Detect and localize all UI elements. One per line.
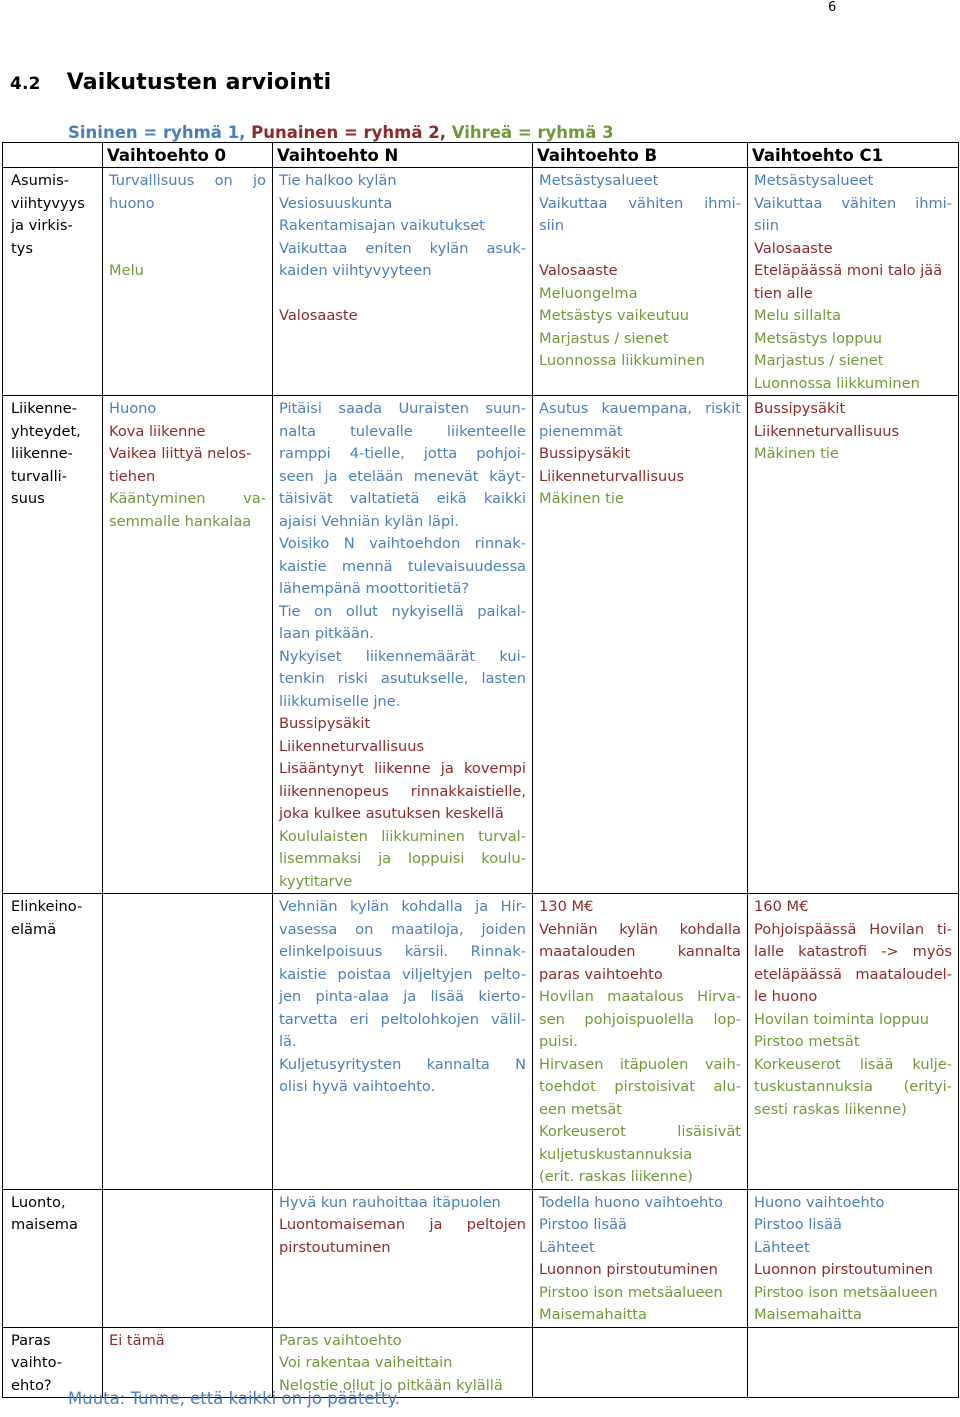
row-header-line: Elinkeino-: [11, 898, 83, 915]
cell-text-line: kuljetuskustannuksia: [539, 1145, 693, 1163]
section-number: 4.2: [10, 74, 41, 94]
cell-text-line: Pirstoo ison metsäalueen: [754, 1283, 938, 1301]
cell-text-line: Korkeuserot lisäisivät: [539, 1123, 741, 1140]
cell-text-line: Asutus kauempana, riskit: [539, 400, 741, 417]
cell-text-line: Luonnon pirstoutuminen: [754, 1261, 933, 1278]
cell-text-line: sen pohjoispuolella lop-: [539, 1010, 741, 1028]
cell-text-line: pirstoutuminen: [279, 1238, 391, 1256]
cell-text-line: le huono: [754, 988, 818, 1005]
row-header-line: ehto?: [11, 1376, 52, 1394]
section-heading: [10, 70, 331, 95]
row-header-line: liikenne-: [11, 445, 73, 462]
cell-liikenneyhteydet-vaihtoehto-0: [103, 396, 273, 894]
cell-text-line: Vehniän kylän kohdalla ja Hir-: [279, 898, 526, 915]
cell-text-line: Lisääntynyt liikenne ja kovempi: [279, 760, 526, 777]
cell-text-line: Pirstoo lisää: [754, 1216, 842, 1233]
cell-text-line: Lähteet: [539, 1238, 595, 1256]
cell-text-line: Bussipysäkit: [279, 715, 371, 732]
row-header-line: vaihto-: [11, 1354, 63, 1371]
cell-text-line: Maisemahaitta: [539, 1306, 647, 1323]
cell-text-line: vasessa on maatiloja, joiden: [279, 920, 526, 938]
cell-text-line: elinkelpoisuus kärsii. Rinnak-: [279, 943, 526, 960]
cell-text-line: Vaikuttaa eniten kylän asuk-: [279, 239, 526, 257]
cell-paras-vaihtoehto-vaihtoehto-n: [273, 1327, 533, 1398]
cell-text-line: Melu sillalta: [754, 307, 841, 324]
cell-text-line: Lähteet: [754, 1238, 810, 1256]
cell-text-line: Todella huono vaihtoehto: [539, 1193, 723, 1211]
cell-text-line: Pirstoo ison metsäalueen: [539, 1283, 723, 1301]
cell-text-line: lä.: [279, 1033, 297, 1050]
cell-text-line: Kääntyminen va-: [109, 490, 266, 507]
legend-group-2: Punainen = ryhmä 2,: [251, 123, 452, 142]
cell-text-line: tiehen: [109, 467, 156, 485]
cell-text-line: Paras vaihtoehto: [279, 1331, 402, 1349]
cell-text-line: Tie on ollut nykyisellä paikal-: [279, 602, 526, 620]
cell-text-line: [539, 238, 741, 261]
row-header-line: suus: [11, 490, 45, 507]
cell-text-line: Kuljetusyritysten kannalta N: [279, 1055, 526, 1073]
cell-text-line: Marjastus / sienet: [754, 352, 884, 369]
cell-text-line: Vehniän kylän kohdalla: [539, 920, 741, 938]
cell-luonto-maisema-vaihtoehto-b: [533, 1189, 748, 1327]
assessment-table: [2, 142, 959, 1398]
cell-text-line: liikennenopeus rinnakkaistielle,: [279, 782, 526, 800]
cell-text-line: Marjastus / sienet: [539, 329, 669, 347]
footnote-note: Muuta: Tunne, että kaikki on jo päätetty.: [68, 1389, 401, 1408]
cell-text-line: lähempänä moottoritietä?: [279, 580, 470, 597]
section-title: Vaikutusten arviointi: [66, 70, 332, 95]
row-header-line: Asumis-: [11, 172, 69, 189]
cell-text-line: laan pitkään.: [279, 625, 374, 642]
row-header-line: Liikenne-: [11, 400, 77, 417]
cell-text-line: (erit. raskas liikenne): [539, 1168, 693, 1185]
cell-text-line: Huono vaihtoehto: [754, 1193, 885, 1211]
table-row-asumisviihtyvyys: [3, 168, 959, 396]
cell-text-line: Vaikuttaa vähiten ihmi-: [754, 194, 952, 212]
row-header-paras-vaihtoehto: [3, 1327, 103, 1398]
row-header-elinkeinoelama: [3, 894, 103, 1190]
row-header-liikenneyhteydet: [3, 396, 103, 894]
cell-text-line: Melu: [109, 262, 144, 279]
row-header-line: Luonto,: [11, 1193, 66, 1211]
group-legend: [68, 123, 614, 142]
cell-text-line: Liikenneturvallisuus: [279, 737, 425, 755]
cell-text-line: Luonnon pirstoutuminen: [539, 1261, 718, 1278]
cell-text-line: kyytitarve: [279, 872, 353, 890]
cell-text-line: tarvetta eri peltolohkojen välil-: [279, 1010, 526, 1028]
cell-paras-vaihtoehto-vaihtoehto-0: [103, 1327, 273, 1398]
cell-liikenneyhteydet-vaihtoehto-b: [533, 396, 748, 894]
cell-text-line: Vaikuttaa vähiten ihmi-: [539, 194, 741, 212]
cell-asumisviihtyvyys-vaihtoehto-0: [103, 168, 273, 396]
cell-text-line: Liikenneturvallisuus: [539, 467, 685, 485]
cell-text-line: maatalouden kannalta: [539, 943, 741, 960]
cell-text-line: Vesiosuuskunta: [279, 194, 393, 212]
cell-elinkeinoelama-vaihtoehto-0: [103, 894, 273, 1190]
row-header-line: elämä: [11, 920, 57, 938]
cell-text-line: nalta tulevalle liikenteelle: [279, 422, 526, 440]
cell-text-line: een metsät: [539, 1100, 623, 1118]
cell-text-line: Kova liikenne: [109, 422, 206, 440]
column-header-vaihtoehto-b: Vaihtoehto B: [533, 143, 748, 168]
cell-text-line: huono: [109, 194, 155, 212]
cell-luonto-maisema-vaihtoehto-c1: [748, 1189, 959, 1327]
cell-text-line: Meluongelma: [539, 284, 638, 302]
cell-asumisviihtyvyys-vaihtoehto-n: [273, 168, 533, 396]
cell-text-line: Huono: [109, 400, 157, 417]
legend-group-1: Sininen = ryhmä 1,: [68, 123, 252, 142]
cell-text-line: kaistie mennä tulevaisuudessa: [279, 557, 526, 575]
column-header-vaihtoehto-0: Vaihtoehto 0: [103, 143, 273, 168]
table-row-paras-vaihtoehto: [3, 1327, 959, 1398]
table-body: [3, 168, 959, 1398]
cell-text-line: Liikenneturvallisuus: [754, 422, 900, 440]
row-header-line: maisema: [11, 1216, 78, 1233]
cell-asumisviihtyvyys-vaihtoehto-b: [533, 168, 748, 396]
cell-text-line: Hovilan toiminta loppuu: [754, 1010, 930, 1028]
column-header-vaihtoehto-n: Vaihtoehto N: [273, 143, 533, 168]
cell-text-line: Valosaaste: [539, 262, 618, 279]
cell-text-line: Tie halkoo kylän: [279, 172, 397, 189]
cell-text-line: Hyvä kun rauhoittaa itäpuolen: [279, 1193, 501, 1211]
column-header-vaihtoehto-c1: Vaihtoehto C1: [748, 143, 959, 168]
row-header-line: viihtyvyys: [11, 194, 85, 212]
cell-elinkeinoelama-vaihtoehto-c1: [748, 894, 959, 1190]
cell-text-line: [109, 238, 266, 261]
cell-text-line: [279, 283, 526, 306]
cell-text-line: Pitäisi saada Uuraisten suun-: [279, 400, 526, 417]
row-header-line: yhteydet,: [11, 422, 81, 440]
cell-liikenneyhteydet-vaihtoehto-n: [273, 396, 533, 894]
cell-text-line: Nykyiset liikennemäärät kui-: [279, 647, 526, 665]
cell-text-line: kaiden viihtyvyyteen: [279, 262, 432, 279]
cell-text-line: Hovilan maatalous Hirva-: [539, 988, 741, 1005]
table-row-elinkeinoelama: [3, 894, 959, 1190]
cell-text-line: Pohjoispäässä Hovilan ti-: [754, 920, 952, 938]
column-header-empty: [3, 143, 103, 168]
cell-liikenneyhteydet-vaihtoehto-c1: [748, 396, 959, 894]
cell-text-line: Maisemahaitta: [754, 1306, 862, 1323]
cell-text-line: Metsästys loppuu: [754, 329, 883, 347]
legend-group-3: Vihreä = ryhmä 3: [451, 123, 614, 142]
cell-paras-vaihtoehto-vaihtoehto-b: [533, 1327, 748, 1398]
cell-text-line: Luonnossa liikkuminen: [539, 352, 705, 369]
cell-text-line: Metsästysalueet: [539, 172, 659, 189]
cell-text-line: tuskustannuksia (erityi-: [754, 1078, 952, 1095]
cell-text-line: eteläpäässä maataloudel-: [754, 965, 952, 983]
cell-text-line: Ei tämä: [109, 1331, 165, 1349]
cell-text-line: Voi rakentaa vaiheittain: [279, 1354, 453, 1371]
cell-text-line: puisi.: [539, 1033, 578, 1050]
cell-text-line: Metsästys vaikeutuu: [539, 307, 690, 324]
cell-text-line: seen ja etelään menevät käyt-: [279, 467, 526, 485]
cell-text-line: toehdot pirstoisivat alu-: [539, 1078, 741, 1095]
cell-text-line: Pirstoo metsät: [754, 1033, 860, 1050]
cell-text-line: pienemmät: [539, 422, 623, 440]
cell-text-line: Rakentamisajan vaikutukset: [279, 217, 485, 234]
cell-text-line: Bussipysäkit: [754, 400, 846, 417]
cell-text-line: jen pinta-alaa ja lisää kierto-: [279, 988, 526, 1005]
cell-text-line: sesti raskas liikenne): [754, 1100, 907, 1118]
cell-text-line: ramppi 4-tielle, jotta pohjoi-: [279, 445, 526, 462]
row-header-line: tys: [11, 239, 33, 257]
cell-text-line: kaistie poistaa viljeltyjen pelto-: [279, 965, 526, 983]
cell-text-line: tien alle: [754, 284, 813, 302]
row-header-line: turvalli-: [11, 467, 67, 485]
page-number: 6: [828, 0, 837, 15]
cell-text-line: ajaisi Vehniän kylän läpi.: [279, 512, 459, 530]
cell-paras-vaihtoehto-vaihtoehto-c1: [748, 1327, 959, 1398]
cell-text-line: Mäkinen tie: [539, 490, 624, 507]
row-header-luonto-maisema: [3, 1189, 103, 1327]
cell-text-line: Turvallisuus on jo: [109, 172, 266, 189]
cell-text-line: lisemmaksi ja loppuisi koulu-: [279, 850, 526, 867]
cell-text-line: Luonnossa liikkuminen: [754, 374, 920, 392]
cell-text-line: Koululaisten liikkuminen turval-: [279, 827, 526, 845]
row-header-line: ja virkis-: [11, 217, 73, 234]
cell-text-line: semmalle hankalaa: [109, 512, 252, 530]
cell-text-line: Voisiko N vaihtoehdon rinnak-: [279, 535, 526, 552]
cell-text-line: Eteläpäässä moni talo jää: [754, 262, 943, 279]
cell-text-line: olisi hyvä vaihtoehto.: [279, 1078, 436, 1095]
cell-text-line: lalle katastrofi -> myös: [754, 943, 952, 960]
cell-text-line: Vaikea liittyä nelos-: [109, 445, 252, 462]
cell-text-line: Valosaaste: [754, 239, 833, 257]
cell-text-line: Luontomaiseman ja peltojen: [279, 1216, 526, 1233]
cell-text-line: Valosaaste: [279, 307, 358, 324]
cell-text-line: 160 M€: [754, 898, 809, 915]
cell-luonto-maisema-vaihtoehto-0: [103, 1189, 273, 1327]
cell-text-line: Hirvasen itäpuolen vaih-: [539, 1055, 741, 1073]
cell-text-line: Bussipysäkit: [539, 445, 631, 462]
cell-text-line: siin: [539, 217, 564, 234]
cell-asumisviihtyvyys-vaihtoehto-c1: [748, 168, 959, 396]
cell-text-line: siin: [754, 217, 779, 234]
cell-text-line: joka kulkee asutuksen keskellä: [279, 805, 504, 822]
table-row-luonto-maisema: [3, 1189, 959, 1327]
cell-text-line: Mäkinen tie: [754, 445, 839, 462]
cell-text-line: liikkumiselle jne.: [279, 692, 401, 710]
cell-text-line: Korkeuserot lisää kulje-: [754, 1055, 952, 1073]
cell-text-line: [109, 215, 266, 238]
cell-luonto-maisema-vaihtoehto-n: [273, 1189, 533, 1327]
cell-elinkeinoelama-vaihtoehto-n: [273, 894, 533, 1190]
cell-text-line: Metsästysalueet: [754, 172, 874, 189]
cell-text-line: tenkin riski asutukselle, lasten: [279, 670, 526, 687]
cell-text-line: Nelostie ollut jo pitkään kylällä: [279, 1376, 503, 1394]
cell-text-line: 130 M€: [539, 898, 594, 915]
row-header-line: Paras: [11, 1331, 51, 1349]
cell-text-line: paras vaihtoehto: [539, 965, 663, 983]
table-header-row: [3, 143, 959, 168]
table-row-liikenneyhteydet: [3, 396, 959, 894]
cell-text-line: Pirstoo lisää: [539, 1216, 627, 1233]
cell-elinkeinoelama-vaihtoehto-b: [533, 894, 748, 1190]
cell-text-line: täisivät valtatietä eikä kaikki: [279, 490, 526, 507]
row-header-asumisviihtyvyys: [3, 168, 103, 396]
